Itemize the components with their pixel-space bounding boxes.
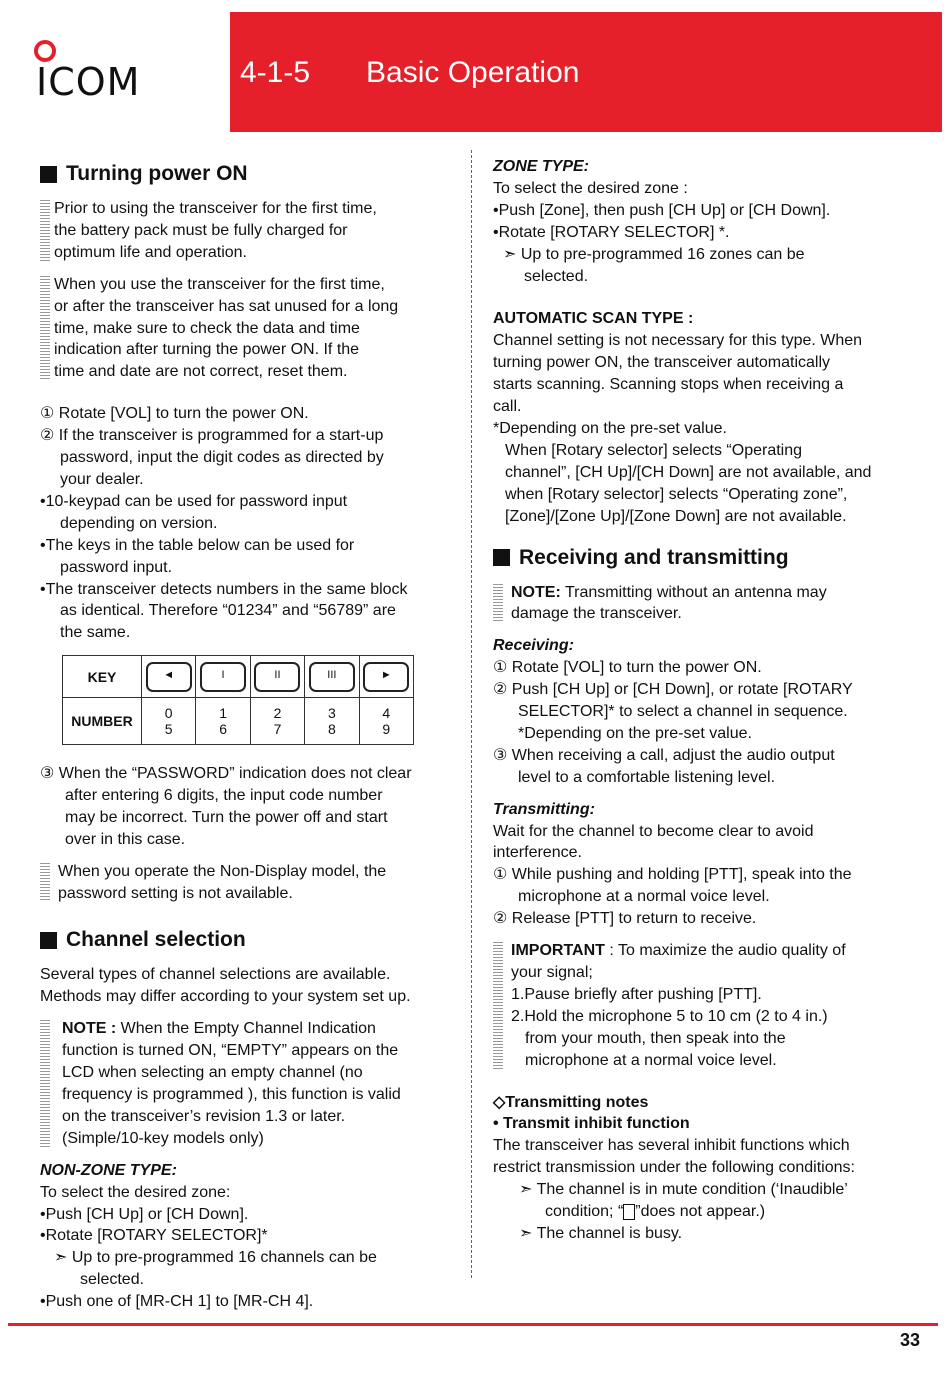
left-column <box>40 160 460 644</box>
note-non-display: When you operate the Non-Display model, the password setting is not available. <box>40 861 460 905</box>
page-title: Basic Operation <box>366 56 580 89</box>
key-label: KEY <box>63 656 142 698</box>
number-cell: 1 6 <box>196 698 250 745</box>
channel-intro: Several types of channel selections are available. Methods may differ according to your system set up. <box>40 966 411 1006</box>
receiving-heading: Receiving: <box>493 637 574 655</box>
key-ii-icon: II <box>254 662 300 692</box>
note-antenna: NOTE: Transmitting without an antenna may damage the transceiver. <box>493 582 933 626</box>
number-label: NUMBER <box>63 698 142 745</box>
section-heading-channel: Channel selection <box>40 926 460 954</box>
section-heading-rx-tx: Receiving and transmitting <box>493 544 933 572</box>
logo-ring <box>34 40 56 62</box>
important-note: IMPORTANT : To maximize the audio quality of your signal; 1.Pause briefly after pushing [PTT]. 2.Hold the microphone 5 to 10 cm (2 to 4 in.) from your mouth, then speak into the microphone at a normal voice level. <box>493 940 933 1071</box>
square-bullet-icon <box>493 549 510 566</box>
auto-scan-heading: AUTOMATIC SCAN TYPE : <box>493 310 694 328</box>
icom-logo: ICOM <box>36 60 141 104</box>
note-empty-channel: NOTE : When the Empty Channel Indication function is turned ON, “EMPTY” appears on the LCD when selecting an empty channel (no frequency is programmed ), this function is valid on the transceiver’s revision 1.3 or later. (Simple/10-key models only) <box>40 1018 460 1149</box>
footer-rule <box>8 1323 938 1326</box>
inhibit-heading: • Transmit inhibit function <box>493 1115 690 1133</box>
transmitting-notes-heading: ◇Transmitting notes <box>493 1093 649 1111</box>
right-arrow-key-icon: ► <box>363 662 409 692</box>
note-battery: Prior to using the transceiver for the first time, the battery pack must be fully charged for optimum life and operation. <box>40 198 460 264</box>
key-i-icon: I <box>200 662 246 692</box>
power-steps: ① Rotate [VOL] to turn the power ON. ② If the transceiver is programmed for a start-up password, input the digit codes as directed by your dealer. •10-keypad can be used for password input depending on version. •The keys in the table below can be used for password input. •The transceiver detects numbers in the same block as identical. Therefore “01234” and “56789” are the same. <box>40 405 408 642</box>
key-number-table <box>62 655 414 745</box>
note-date-time: When you use the transceiver for the first time, or after the transceiver has sat unused for a long time, make sure to check the data and time indication after turning the power ON. If the time and date are not correct, reset them. <box>40 274 460 384</box>
section-number: 4-1-5 <box>240 56 311 89</box>
zone-type-heading: ZONE TYPE: <box>493 158 590 175</box>
section-heading-power: Turning power ON <box>40 160 460 188</box>
column-divider <box>471 150 472 1278</box>
non-zone-type: NON-ZONE TYPE: To select the desired zone: •Push [CH Up] or [CH Down]. •Rotate [ROTARY SELECTOR]* ➣ Up to pre-programmed 16 channels can be selected. •Push one of [MR-CH 1] to [MR-CH 4]. <box>40 1161 377 1311</box>
step-password: ③ When the “PASSWORD” indication does not clear after entering 6 digits, the input code number may be incorrect. Turn the power off and start over in this case. <box>40 765 412 848</box>
square-bullet-icon <box>40 166 57 183</box>
number-cell: 2 7 <box>250 698 304 745</box>
key-iii-icon: III <box>309 662 355 692</box>
page-number: 33 <box>900 1330 921 1350</box>
number-cell: 3 8 <box>305 698 359 745</box>
right-column: ZONE TYPE: To select the desired zone : •Push [Zone], then push [CH Up] or [CH Down]. •Rotate [ROTARY SELECTOR] *. ➣ Up to pre-programmed 16 zones can be selected. AUTOMATIC SCAN TYPE : Channel setting is not necessary for this type. When turning power ON, the transceiver automatically starts scanning. Scanning stops when receiving a call. *Depending on the pre-set value. When [Rotary selector] selects “Operating channel”, [CH Up]/[CH Down] are not available, and when [Rotary selector] selects “Operating zone”, [Zone]/[Zone Up]/[Zone Down] are not available. Receiving and transmitting NOTE: Transmitting without an antenna may damage the transceiver. Receiving: ① Rotate [VOL] to turn the power ON. ② Push [CH Up] or [CH Down], or rotate [ROTARY SELECTOR]* to select a channel in sequence. *Depending on the pre-set value. ③ When receiving a call, adjust the audio output level to a comfortable listening level. Transmitting: Wait for the channel to become clear to avoid interference. ① While pushing and holding [PTT], speak into the microphone at a normal voice level. ② Release [PTT] to return to receive. IMPORTANT : To maximize the audio quality of your signal; 1.Pause briefly after pushing [PTT]. 2.Hold the microphone 5 to 10 cm (2 to 4 in.) from your mouth, then speak into the microphone at a normal voice level. ◇Transmitting notes • Transmit inhibit function The transceiver has several inhibit functions which restrict transmission under the following conditions: ➣ The channel is in mute condition (‘Inaudible’ condition; “ ”does not appear.) ➣ The channel is busy. <box>493 156 933 1245</box>
transmitting-heading: Transmitting: <box>493 800 595 818</box>
number-cell: 0 5 <box>142 698 196 745</box>
number-cell: 4 9 <box>359 698 413 745</box>
square-bullet-icon <box>40 932 57 949</box>
left-arrow-key-icon: ◄ <box>146 662 192 692</box>
left-column-lower <box>40 763 460 1313</box>
header-bar <box>230 12 942 132</box>
speaker-icon <box>623 1204 635 1220</box>
